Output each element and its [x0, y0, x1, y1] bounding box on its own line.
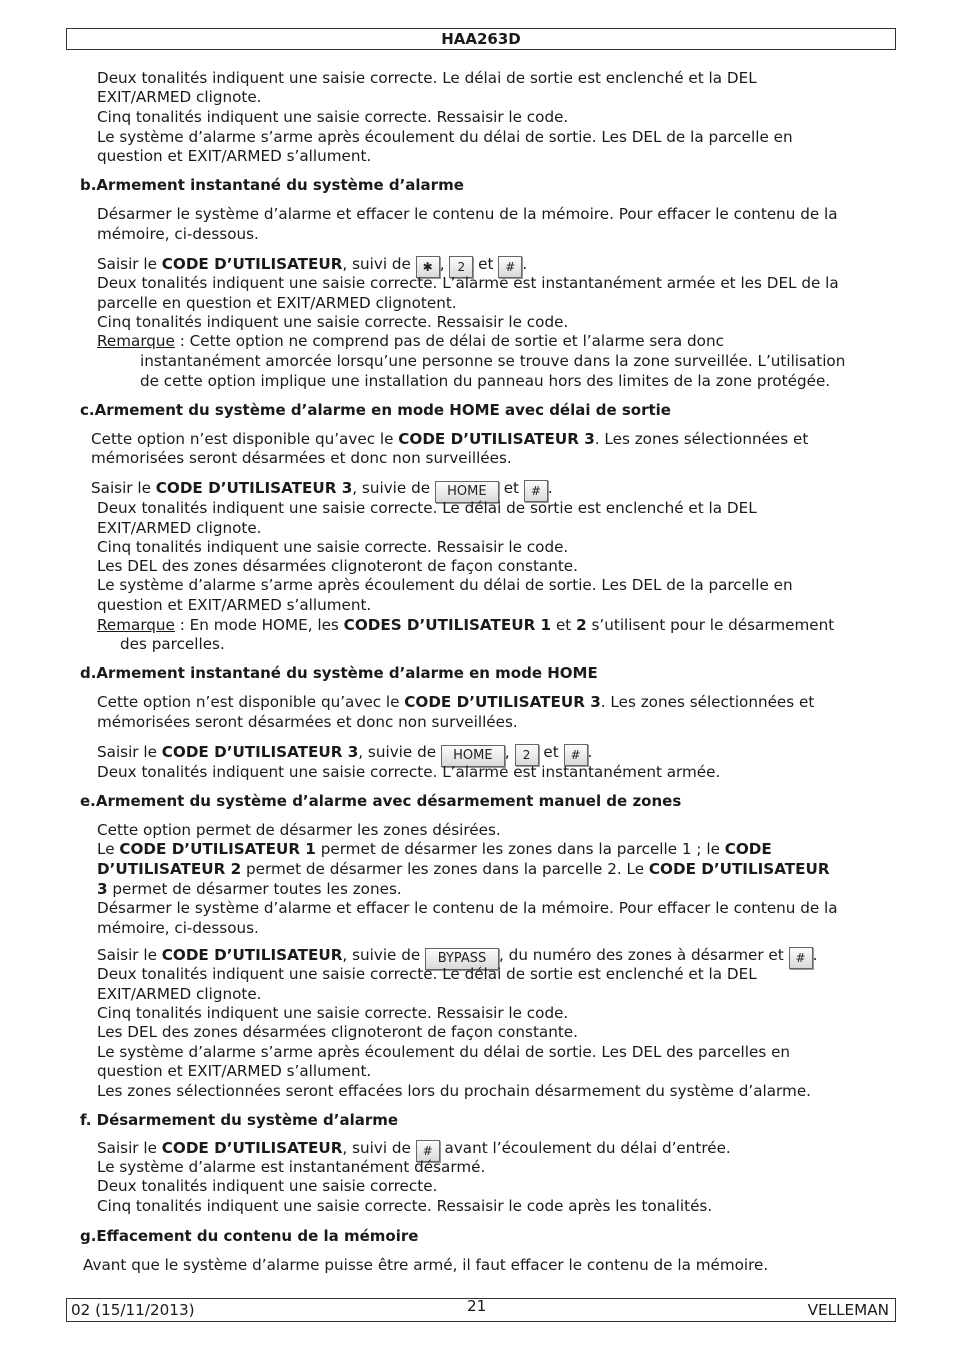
text-line: Cette option permet de désarmer les zones désirées.: [97, 821, 501, 839]
text: , suivie de: [358, 743, 441, 761]
text-line: [97, 840, 772, 859]
section-title-g: g.Effacement du contenu de la mémoire: [80, 1227, 419, 1245]
text-line: Le système d’alarme s’arme après écoulement du délai de sortie. Les DEL de la parcelle en: [97, 576, 793, 594]
text: permet de désarmer les zones dans la parcelle 2. Le: [241, 860, 649, 878]
text-line: Deux tonalités indiquent une saisie correcte. Le délai de sortie est enclenché et la DEL: [97, 69, 757, 87]
text: et: [498, 479, 524, 497]
text: Le: [97, 840, 120, 858]
text: avant l’écoulement du délai d’entrée.: [439, 1139, 731, 1157]
hash-key-icon: #: [416, 1140, 440, 1162]
home-key-icon: HOME: [435, 481, 499, 503]
text: .: [522, 255, 528, 273]
code-label: CODE D’UTILISATEUR 3: [161, 743, 359, 761]
text-line: [97, 860, 830, 879]
footer: [66, 1298, 896, 1322]
code-label: CODE D’UTILISATEUR 3: [404, 693, 601, 711]
section-title-f: f. Désarmement du système d’alarme: [80, 1111, 399, 1129]
text-line: Désarmer le système d’alarme et effacer le contenu de la mémoire. Pour effacer le contenu de la: [97, 205, 838, 223]
section-title-b: b.Armement instantané du système d’alarme: [80, 176, 464, 194]
text: et: [473, 255, 499, 273]
text: Cette option n’est disponible qu’avec le: [97, 693, 405, 711]
code-label: CODE D’UTILISATEUR: [161, 946, 343, 964]
text: .: [547, 479, 553, 497]
text-line: [97, 693, 814, 712]
text-line: EXIT/ARMED clignote.: [97, 985, 262, 1003]
code-label: CODE D’UTILISATEUR: [648, 860, 830, 878]
text-line: Désarmer le système d’alarme et effacer le contenu de la mémoire. Pour effacer le contenu de la: [97, 899, 838, 917]
text-line: Le système d’alarme est instantanément désarmé.: [97, 1158, 486, 1176]
section-title-d: d.Armement instantané du système d’alarme en mode HOME: [80, 664, 598, 682]
text: Saisir le: [97, 1139, 162, 1157]
hash-key-icon: #: [564, 744, 588, 766]
text-line: EXIT/ARMED clignote.: [97, 88, 262, 106]
text-line: [97, 616, 834, 635]
text: Cette option n’est disponible qu’avec le: [91, 430, 399, 448]
text-line: des parcelles.: [120, 635, 225, 653]
text: permet de désarmer les zones dans la parcelle 1 ; le: [315, 840, 725, 858]
text: et: [551, 616, 577, 634]
text-line: question et EXIT/ARMED s’allument.: [97, 596, 372, 614]
footer-brand: VELLEMAN: [807, 1301, 889, 1319]
text-line: mémoire, ci-dessous.: [97, 919, 259, 937]
text-line: Le système d’alarme s’arme après écoulement du délai de sortie. Les DEL des parcelles en: [97, 1043, 791, 1061]
text-line: Deux tonalités indiquent une saisie correcte. L’alarme est instantanément armée.: [97, 763, 721, 781]
text-line: de cette option implique une installation du panneau hors des limites de la zone protégée.: [140, 372, 831, 390]
two-key-icon: 2: [515, 744, 539, 766]
hash-key-icon: #: [524, 480, 548, 502]
code-label: CODE D’UTILISATEUR: [161, 255, 343, 273]
text-line: Les DEL des zones désarmées clignoteront de façon constante.: [97, 557, 578, 575]
remark-label: Remarque: [97, 616, 175, 634]
text: et: [538, 743, 564, 761]
text: Saisir le: [97, 255, 162, 273]
hash-key-icon: #: [498, 256, 522, 278]
text-line: instantanément amorcée lorsqu’une personne se trouve dans la zone surveillée. L’utilisation: [140, 352, 846, 370]
text-line: [91, 430, 808, 449]
text-line: mémorisées seront désarmées et donc non surveillées.: [91, 449, 512, 467]
text-line: mémoire, ci-dessous.: [97, 225, 259, 243]
text: . Les zones sélectionnées et: [594, 430, 809, 448]
home-key-icon: HOME: [441, 745, 505, 767]
bypass-key-icon: BYPASS: [425, 948, 499, 970]
text-line: Cinq tonalités indiquent une saisie correcte. Ressaisir le code.: [97, 538, 569, 556]
text-line: Le système d’alarme s’arme après écoulement du délai de sortie. Les DEL de la parcelle en: [97, 128, 793, 146]
section-title-c: c.Armement du système d’alarme en mode HOME avec délai de sortie: [80, 401, 671, 419]
code-label: D’UTILISATEUR 2: [97, 860, 242, 878]
text: : Cette option ne comprend pas de délai de sortie et l’alarme sera donc: [174, 332, 724, 350]
footer-version: 02 (15/11/2013): [71, 1301, 195, 1319]
text-line: Les zones sélectionnées seront effacées lors du prochain désarmement du système d’alarme.: [97, 1082, 811, 1100]
code-label: CODE D’UTILISATEUR 3: [155, 479, 353, 497]
text: Saisir le: [91, 479, 156, 497]
star-key-icon: ✱: [416, 256, 440, 278]
section-title-e: e.Armement du système d’alarme avec désarmement manuel de zones: [80, 792, 682, 810]
text: Saisir le: [97, 743, 162, 761]
text: : En mode HOME, les: [174, 616, 344, 634]
text: , du numéro des zones à désarmer et: [499, 946, 789, 964]
code-label: CODE D’UTILISATEUR: [161, 1139, 343, 1157]
text-line: Cinq tonalités indiquent une saisie correcte. Ressaisir le code.: [97, 108, 569, 126]
code-label: CODE D’UTILISATEUR 1: [119, 840, 316, 858]
remark-label: Remarque: [97, 332, 175, 350]
text: .: [587, 743, 593, 761]
code-label: CODE: [724, 840, 772, 858]
text: , suivie de: [342, 946, 426, 964]
code-label: CODES D’UTILISATEUR 1: [343, 616, 552, 634]
two-key-icon: 2: [449, 256, 473, 278]
text-line: Deux tonalités indiquent une saisie correcte. Le délai de sortie est enclenché et la DEL: [97, 965, 757, 983]
text: . Les zones sélectionnées et: [600, 693, 815, 711]
code-label: CODE D’UTILISATEUR 3: [398, 430, 595, 448]
text-line: Deux tonalités indiquent une saisie correcte. Le délai de sortie est enclenché et la DEL: [97, 499, 757, 517]
text: .: [812, 946, 818, 964]
text-line: Cinq tonalités indiquent une saisie correcte. Ressaisir le code après les tonalités.: [97, 1197, 713, 1215]
text: ,: [504, 743, 510, 761]
text-line: question et EXIT/ARMED s’allument.: [97, 1062, 372, 1080]
text-line: question et EXIT/ARMED s’allument.: [97, 147, 372, 165]
text-line: Deux tonalités indiquent une saisie correcte. L’alarme est instantanément armée et les DEL de la: [97, 274, 839, 292]
text-line: Deux tonalités indiquent une saisie correcte.: [97, 1177, 438, 1195]
text: Saisir le: [97, 946, 162, 964]
text-line: Cinq tonalités indiquent une saisie correcte. Ressaisir le code.: [97, 313, 569, 331]
text-line: EXIT/ARMED clignote.: [97, 519, 262, 537]
text-line: [97, 332, 724, 351]
code-label: 3: [97, 880, 108, 898]
text-line: mémorisées seront désarmées et donc non surveillées.: [97, 713, 518, 731]
text: permet de désarmer toutes les zones.: [107, 880, 402, 898]
page-number: 21: [467, 1297, 487, 1315]
text-line: Cinq tonalités indiquent une saisie correcte. Ressaisir le code.: [97, 1004, 569, 1022]
text-line: Avant que le système d’alarme puisse être armé, il faut effacer le contenu de la mémoire.: [83, 1256, 769, 1274]
text: , suivi de: [342, 1139, 416, 1157]
text-line: [97, 880, 402, 899]
hash-key-icon: #: [789, 947, 813, 969]
text: ,: [439, 255, 445, 273]
text: , suivi de: [342, 255, 416, 273]
header-model: HAA263D: [66, 28, 896, 50]
text: s’utilisent pour le désarmement: [586, 616, 835, 634]
text-line: Les DEL des zones désarmées clignoteront de façon constante.: [97, 1023, 578, 1041]
code-label: 2: [576, 616, 587, 634]
text: , suivie de: [352, 479, 435, 497]
text-line: parcelle en question et EXIT/ARMED clignotent.: [97, 294, 457, 312]
